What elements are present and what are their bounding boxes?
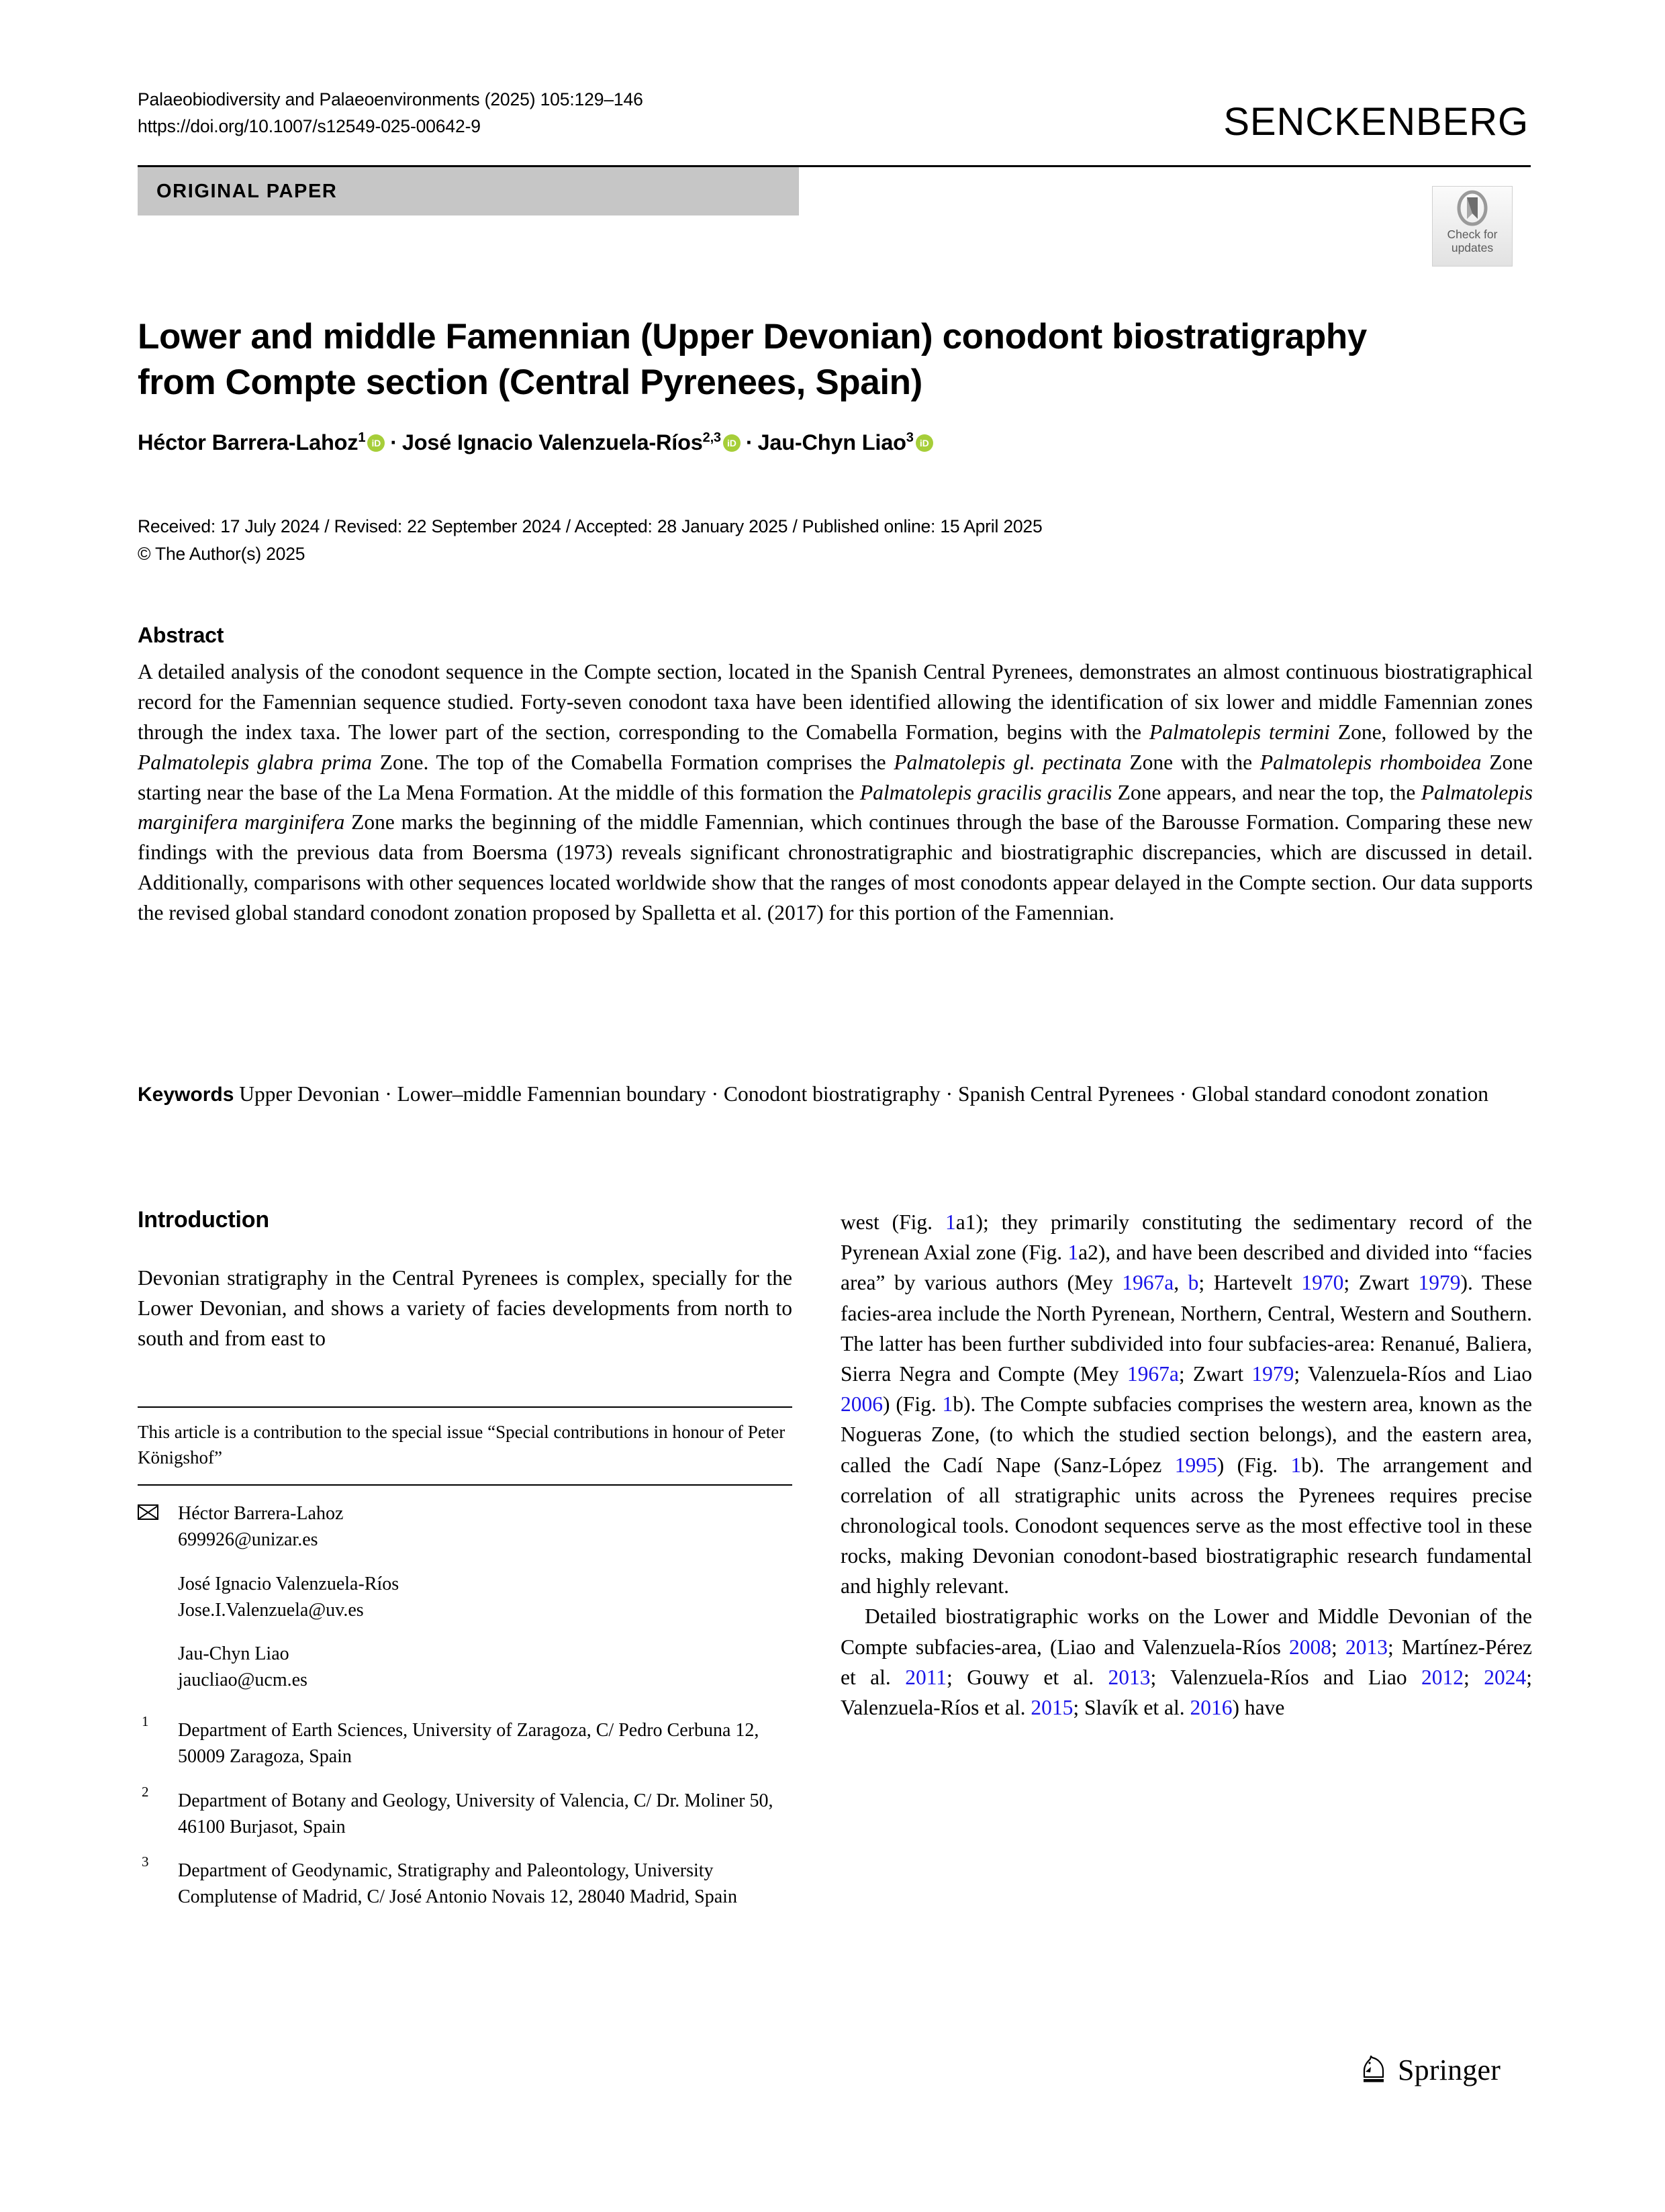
abstract-run: Zone, followed by the	[1329, 720, 1533, 744]
article-type-label: ORIGINAL PAPER	[156, 180, 338, 202]
body-run: ) have	[1232, 1696, 1285, 1719]
introduction-heading: Introduction	[138, 1207, 269, 1233]
body-run: ) (Fig.	[1217, 1453, 1291, 1477]
citation-link[interactable]: 1979	[1418, 1271, 1461, 1295]
journal-line: Palaeobiodiversity and Palaeoenvironments (2025) 105:129–146	[138, 89, 643, 109]
citation-link[interactable]: 1	[1290, 1453, 1302, 1477]
senckenberg-logo: SENCKENBERG	[1223, 100, 1529, 144]
introduction-paragraph: Devonian stratigraphy in the Central Pyrenees is complex, specially for the Lower Devonian, and shows a variety of facies developments from north to south and from east to	[138, 1266, 792, 1351]
corr-email[interactable]: 699926@unizar.es	[178, 1529, 318, 1551]
body-run: Detailed biostratigraphic works on the Lower and Middle Devonian of the Compte subfacies-area, (Liao and Valenzuela-Ríos	[841, 1604, 1532, 1659]
check-updates-text	[1447, 228, 1498, 254]
affiliation-item	[138, 1854, 792, 1910]
left-column	[138, 1207, 792, 1927]
copyright-line: © The Author(s) 2025	[138, 544, 305, 565]
orcid-icon[interactable]	[916, 434, 933, 452]
footnote-divider-top	[138, 1406, 792, 1408]
citation-link[interactable]: 1970	[1301, 1271, 1344, 1295]
taxon-name: Palmatolepis termini	[1149, 720, 1330, 744]
keywords-section	[138, 1079, 1533, 1110]
author-entry	[757, 430, 933, 454]
body-run: ; Slavík et al.	[1073, 1696, 1190, 1719]
publication-dates	[138, 513, 1531, 568]
citation-link[interactable]: 2008	[1289, 1635, 1332, 1659]
abstract-heading: Abstract	[138, 623, 224, 647]
footnote-divider-bottom	[138, 1484, 792, 1486]
body-run: ; Gouwy et al.	[947, 1665, 1108, 1689]
corr-name: José Ignacio Valenzuela-Ríos	[178, 1573, 399, 1594]
affiliation-number: 2	[142, 1783, 149, 1800]
taxon-name: Palmatolepis marginifera marginifera	[138, 780, 1533, 834]
citation-link[interactable]: 1967a	[1122, 1271, 1174, 1295]
body-run: b). The arrangement and correlation of all stratigraphic units across the Pyrenees requires precise chronological tools. Conodont sequences serve as the most effective tool in these rocks, making Devonian conodont-based biostratigraphic research fundamental and highly relevant.	[841, 1453, 1532, 1598]
body-run: west (Fig.	[841, 1210, 945, 1234]
check-updates-line1: Check for	[1447, 228, 1498, 241]
citation-link[interactable]: 2011	[905, 1665, 947, 1689]
author-affil-marker: 1	[358, 430, 366, 446]
author-name: José Ignacio Valenzuela-Ríos	[401, 430, 703, 454]
taxon-name: Palmatolepis glabra prima	[138, 750, 372, 774]
body-run: ,	[1174, 1271, 1188, 1295]
citation-link[interactable]: b	[1188, 1271, 1199, 1295]
body-run: a1); they primarily constituting the sedimentary record of the Pyrenean Axial zone (Fig.	[841, 1210, 1532, 1265]
body-run: ; Martínez-Pérez et al.	[841, 1635, 1532, 1689]
intro-paragraph-continued	[841, 1207, 1532, 1601]
citation-link[interactable]: 2015	[1031, 1696, 1074, 1719]
citation-link[interactable]: 2013	[1345, 1635, 1388, 1659]
citation-link[interactable]: 1	[945, 1210, 956, 1234]
crossmark-icon	[1456, 190, 1489, 227]
author-affil-marker: 3	[906, 430, 914, 446]
body-run: ; Valenzuela-Ríos and Liao	[1150, 1665, 1422, 1689]
body-run: ; Valenzuela-Ríos and Liao	[1294, 1361, 1532, 1386]
springer-horse-icon	[1360, 2054, 1390, 2086]
affiliation-number: 3	[142, 1854, 149, 1870]
dates-line: Received: 17 July 2024 / Revised: 22 September 2024 / Accepted: 28 January 2025 / Published online: 15 April 2025	[138, 516, 1043, 536]
corr-name: Jau-Chyn Liao	[178, 1643, 289, 1664]
orcid-icon[interactable]	[723, 434, 741, 452]
body-run: ). These facies-area include the North Pyrenean, Northern, Central, Western and Southern. The latter has been further subdivided into four subfacies-area: Renanué, Baliera, Sierra Negra and Compte (Mey	[841, 1271, 1532, 1386]
keywords-heading: Keywords	[138, 1084, 234, 1106]
author-entry	[138, 430, 385, 454]
abstract-run: Zone appears, and near the top, the	[1112, 780, 1421, 804]
author-separator: ·	[745, 430, 753, 454]
correspondence-block	[138, 1500, 792, 1693]
orcid-icon[interactable]	[367, 434, 385, 452]
body-run: ; Zwart	[1178, 1361, 1252, 1386]
affiliation-item	[138, 1713, 792, 1770]
corresponding-author	[138, 1500, 792, 1553]
right-column	[841, 1207, 1532, 1723]
citation-link[interactable]: 1967a	[1127, 1361, 1179, 1386]
corr-email[interactable]: jaucliao@ucm.es	[178, 1670, 307, 1691]
abstract-run: Zone. The top of the Comabella Formation comprises the	[372, 750, 894, 774]
corr-email[interactable]: Jose.I.Valenzuela@uv.es	[178, 1599, 364, 1621]
citation-link[interactable]: 2006	[841, 1392, 883, 1416]
body-run: ) (Fig.	[883, 1392, 943, 1416]
abstract-section	[138, 623, 1533, 928]
citation-link[interactable]: 2013	[1108, 1665, 1151, 1689]
affiliation-text: Department of Earth Sciences, University of Zaragoza, C/ Pedro Cerbuna 12, 50009 Zaragoza, Spain	[178, 1720, 759, 1768]
envelope-icon	[138, 1504, 158, 1520]
author-separator: ·	[390, 430, 397, 454]
abstract-run: Zone marks the beginning of the middle Famennian, which continues through the base of the Barousse Formation. Comparing these new findings with the previous data from Boersma (1973) reveals significant chronostratigraphic and biostratigraphic discrepancies, which are discussed in detail. Additionally, comparisons with other sequences located worldwide show that the ranges of most conodonts appear delayed in the Compte section. Our data supports the revised global standard conodont zonation proposed by Spalletta et al. (2017) for this portion of the Famennian.	[138, 810, 1533, 924]
body-run: a2), and have been described and divided into “facies area” by various authors (Mey	[841, 1241, 1533, 1295]
author-contact	[138, 1641, 792, 1693]
author-name: Jau-Chyn Liao	[757, 430, 906, 454]
springer-wordmark: Springer	[1398, 2054, 1501, 2086]
body-run: ; Hartevelt	[1198, 1271, 1302, 1295]
citation-link[interactable]: 2016	[1190, 1696, 1233, 1719]
author-contact	[138, 1571, 792, 1623]
check-for-updates-badge[interactable]	[1432, 186, 1513, 267]
author-affil-marker: 2,3	[702, 430, 721, 446]
page-title: Lower and middle Famennian (Upper Devonian) conodont biostratigraphy from Compte section (Central Pyrenees, Spain)	[138, 316, 1367, 403]
author-list	[138, 430, 1531, 456]
page-header	[138, 86, 1531, 144]
citation-link[interactable]: 1995	[1174, 1453, 1217, 1477]
springer-footer	[1360, 2053, 1501, 2087]
author-entry	[402, 430, 741, 454]
citation-link[interactable]: 1979	[1251, 1361, 1294, 1386]
affiliation-item	[138, 1783, 792, 1840]
body-run: ;	[1331, 1635, 1345, 1659]
doi-line[interactable]: https://doi.org/10.1007/s12549-025-00642-9	[138, 116, 481, 137]
taxon-name: Palmatolepis rhomboidea	[1259, 750, 1482, 774]
corr-name: Héctor Barrera-Lahoz	[178, 1503, 344, 1525]
intro-paragraph-2	[841, 1601, 1532, 1723]
body-run: ;	[1464, 1665, 1484, 1689]
abstract-run: Zone with the	[1121, 750, 1260, 774]
body-run: ; Zwart	[1343, 1271, 1419, 1295]
keywords-text: Upper Devonian · Lower–middle Famennian boundary · Conodont biostratigraphy · Spanish Central Pyrenees · Global standard conodont zonation	[239, 1082, 1488, 1106]
special-issue-note: This article is a contribution to the special issue “Special contributions in honour of Peter Königshof”	[138, 1422, 786, 1468]
affiliation-text: Department of Geodynamic, Stratigraphy and Paleontology, University Complutense of Madrid, C/ José Antonio Novais 12, 28040 Madrid, Spain	[178, 1860, 737, 1908]
journal-citation	[138, 86, 643, 140]
taxon-name: Palmatolepis gl. pectinata	[894, 750, 1122, 774]
body-run: b). The Compte subfacies comprises the western area, known as the Nogueras Zone, (to which the studied section belongs), and the eastern area, called the Cadí Nape (Sanz-López	[841, 1392, 1533, 1477]
author-name: Héctor Barrera-Lahoz	[138, 430, 359, 454]
citation-link[interactable]: 2012	[1421, 1665, 1464, 1689]
body-run: ; Valenzuela-Ríos et al.	[841, 1665, 1532, 1719]
abstract-run: A detailed analysis of the conodont sequence in the Compte section, located in the Spanish Central Pyrenees, demonstrates an almost continuous biostratigraphical record for the Famennian sequence studied. Forty-seven conodont taxa have been identified allowing the identification of six lower and middle Famennian zones through the index taxa. The lower part of the section, corresponding to the Comabella Formation, begins with the	[138, 660, 1533, 744]
taxon-name: Palmatolepis gracilis gracilis	[859, 780, 1112, 804]
citation-link[interactable]: 2024	[1484, 1665, 1527, 1689]
citation-link[interactable]: 1	[942, 1392, 953, 1416]
article-type-banner	[138, 167, 799, 215]
citation-link[interactable]: 1	[1067, 1241, 1079, 1265]
affiliation-text: Department of Botany and Geology, University of Valencia, C/ Dr. Moliner 50, 46100 Burjasot, Spain	[178, 1790, 773, 1837]
abstract-run: Zone starting near the base of the La Mena Formation. At the middle of this formation the	[138, 750, 1533, 804]
affiliation-number: 1	[142, 1713, 149, 1730]
abstract-text	[138, 657, 1533, 928]
check-updates-line2: updates	[1451, 240, 1494, 254]
